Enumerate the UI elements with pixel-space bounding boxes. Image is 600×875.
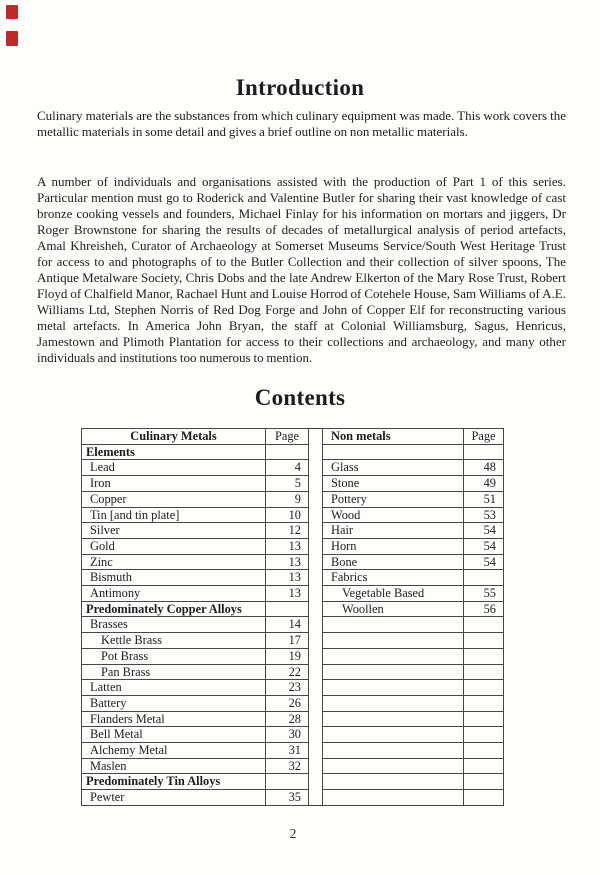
toc-left-page: 13 [266, 554, 309, 570]
table-row [82, 695, 504, 711]
toc-right-page: 54 [464, 538, 504, 554]
introduction-title: Introduction [235, 75, 365, 100]
header-page-left: Page [266, 429, 309, 445]
contents-header-row [82, 429, 504, 445]
toc-left-label: Zinc [82, 554, 266, 570]
spacer-cell [309, 617, 323, 633]
table-row [82, 538, 504, 554]
spacer-cell [309, 476, 323, 492]
header-culinary-metals: Culinary Metals [82, 429, 266, 445]
toc-left-page: 22 [266, 664, 309, 680]
contents-table [81, 428, 504, 806]
toc-right-label: Pottery [323, 491, 464, 507]
toc-left-label: Tin [and tin plate] [82, 507, 266, 523]
spacer-cell [309, 460, 323, 476]
toc-left-page: 13 [266, 570, 309, 586]
toc-left-label: Predominately Copper Alloys [82, 601, 266, 617]
toc-right-page: 54 [464, 554, 504, 570]
contents-title: Contents [254, 385, 346, 410]
toc-right-page [464, 664, 504, 680]
toc-left-page: 23 [266, 680, 309, 696]
toc-right-page [464, 758, 504, 774]
toc-left-label: Maslen [82, 758, 266, 774]
toc-left-page [266, 601, 309, 617]
table-row [82, 648, 504, 664]
table-row [82, 617, 504, 633]
table-row [82, 790, 504, 806]
spacer-cell [309, 680, 323, 696]
toc-left-page: 30 [266, 727, 309, 743]
toc-right-label: Stone [323, 476, 464, 492]
spacer-cell [309, 601, 323, 617]
toc-left-label: Bell Metal [82, 727, 266, 743]
toc-right-label [323, 633, 464, 649]
toc-right-page: 51 [464, 491, 504, 507]
toc-right-label [323, 680, 464, 696]
toc-right-label: Vegetable Based [323, 586, 464, 602]
toc-left-page: 32 [266, 758, 309, 774]
red-ink-mark [6, 31, 18, 46]
spacer-cell [309, 695, 323, 711]
table-row [82, 758, 504, 774]
toc-right-label: Woollen [323, 601, 464, 617]
spacer-cell [309, 523, 323, 539]
table-row [82, 774, 504, 790]
toc-left-page: 13 [266, 586, 309, 602]
toc-left-page: 14 [266, 617, 309, 633]
toc-right-page [464, 444, 504, 460]
toc-left-label: Antimony [82, 586, 266, 602]
toc-right-label [323, 774, 464, 790]
spacer-cell [309, 790, 323, 806]
toc-right-page [464, 743, 504, 759]
toc-left-label: Pewter [82, 790, 266, 806]
toc-left-page: 35 [266, 790, 309, 806]
table-row [82, 727, 504, 743]
toc-right-label [323, 711, 464, 727]
spacer-cell [309, 727, 323, 743]
toc-right-page [464, 774, 504, 790]
spacer-cell [309, 711, 323, 727]
toc-right-label [323, 758, 464, 774]
header-non-metals: Non metals [323, 429, 464, 445]
spacer-cell [309, 554, 323, 570]
toc-right-page [464, 617, 504, 633]
toc-left-page: 4 [266, 460, 309, 476]
toc-right-page [464, 680, 504, 696]
toc-right-page [464, 648, 504, 664]
toc-right-page [464, 727, 504, 743]
spacer-cell [309, 507, 323, 523]
spacer-cell [309, 664, 323, 680]
spacer-cell [309, 586, 323, 602]
toc-left-label: Silver [82, 523, 266, 539]
toc-right-label: Wood [323, 507, 464, 523]
spacer-cell [309, 570, 323, 586]
toc-left-page: 9 [266, 491, 309, 507]
table-row [82, 743, 504, 759]
toc-right-page: 54 [464, 523, 504, 539]
toc-left-page: 5 [266, 476, 309, 492]
table-row [82, 570, 504, 586]
intro-paragraph-1: Culinary materials are the substances from which culinary equipment was made. This work covers the metallic materials in some detail and gives a brief outline on non metallic materials. [37, 108, 566, 139]
toc-left-page: 17 [266, 633, 309, 649]
toc-left-page [266, 774, 309, 790]
spacer-cell [309, 538, 323, 554]
table-row [82, 711, 504, 727]
table-row [82, 601, 504, 617]
toc-right-page: 55 [464, 586, 504, 602]
toc-right-page [464, 570, 504, 586]
table-row [82, 507, 504, 523]
toc-left-label: Predominately Tin Alloys [82, 774, 266, 790]
toc-left-page: 12 [266, 523, 309, 539]
table-row [82, 523, 504, 539]
toc-left-label: Latten [82, 680, 266, 696]
red-ink-mark [6, 5, 18, 19]
page-number: 2 [289, 826, 297, 841]
toc-right-label [323, 695, 464, 711]
toc-left-label: Flanders Metal [82, 711, 266, 727]
toc-left-label: Kettle Brass [82, 633, 266, 649]
table-row [82, 554, 504, 570]
spacer-cell [309, 491, 323, 507]
toc-left-page [266, 444, 309, 460]
toc-left-page: 26 [266, 695, 309, 711]
toc-left-page: 10 [266, 507, 309, 523]
spacer-cell [309, 743, 323, 759]
toc-left-label: Lead [82, 460, 266, 476]
spacer-column [309, 429, 323, 445]
table-row [82, 491, 504, 507]
toc-right-page [464, 633, 504, 649]
spacer-cell [309, 648, 323, 664]
toc-right-page: 53 [464, 507, 504, 523]
toc-left-label: Bismuth [82, 570, 266, 586]
toc-right-label: Glass [323, 460, 464, 476]
toc-right-label: Bone [323, 554, 464, 570]
spacer-cell [309, 444, 323, 460]
contents-table-body [82, 444, 504, 805]
spacer-cell [309, 774, 323, 790]
toc-left-label: Copper [82, 491, 266, 507]
toc-right-page [464, 695, 504, 711]
toc-left-page: 19 [266, 648, 309, 664]
intro-paragraph-2: A number of individuals and organisations assisted with the production of Part 1 of this series. Particular mention must go to Roderick and Valentine Butler for sharing their vast knowledge of cast bronze cooking vessels and founders, Michael Finlay for his information on mortars and jiggers, Dr Roger Brownstone for sharing the results of decades of metallurgical analysis of period artefacts, Amal Khreisheh, Curator of Archaeology at Somerset Museums Service/South West Heritage Trust for access to and photographs of to the Butler Collection and their collection of silver spoons, The Antique Metalware Society, Chris Dobs and the late Andrew Elkerton of the Mary Rose Trust, Robert Floyd of Chalfield Manor, Rachael Hunt and Louise Horrod of Cotehele House, Sam Williams of A.E. Williams Ltd, Stephen Norris of Red Dog Forge and John of Copper Elf for reconstructing various metal artefacts. In America John Bryan, the staff at Colonial Williamsburg, Sagus, Henricus, Jamestown and Plimoth Plantation for access to their collections and archaeology, and many other individuals and institutions too numerous to mention. [37, 174, 566, 365]
toc-right-label [323, 444, 464, 460]
toc-left-label: Gold [82, 538, 266, 554]
toc-left-label: Iron [82, 476, 266, 492]
toc-left-label: Battery [82, 695, 266, 711]
toc-right-page: 56 [464, 601, 504, 617]
header-page-right: Page [464, 429, 504, 445]
toc-left-label: Brasses [82, 617, 266, 633]
table-row [82, 460, 504, 476]
toc-right-label: Horn [323, 538, 464, 554]
toc-left-page: 31 [266, 743, 309, 759]
toc-right-label: Hair [323, 523, 464, 539]
table-row [82, 633, 504, 649]
toc-right-label [323, 743, 464, 759]
toc-right-page: 49 [464, 476, 504, 492]
toc-right-label [323, 664, 464, 680]
toc-left-page: 13 [266, 538, 309, 554]
toc-right-label [323, 617, 464, 633]
toc-right-label [323, 790, 464, 806]
toc-right-label [323, 727, 464, 743]
toc-left-page: 28 [266, 711, 309, 727]
toc-right-page [464, 711, 504, 727]
toc-left-label: Pan Brass [82, 664, 266, 680]
toc-left-label: Elements [82, 444, 266, 460]
table-row [82, 664, 504, 680]
table-row [82, 444, 504, 460]
toc-right-label: Fabrics [323, 570, 464, 586]
toc-left-label: Pot Brass [82, 648, 266, 664]
toc-right-page: 48 [464, 460, 504, 476]
toc-right-page [464, 790, 504, 806]
table-row [82, 680, 504, 696]
table-row [82, 586, 504, 602]
toc-right-label [323, 648, 464, 664]
toc-left-label: Alchemy Metal [82, 743, 266, 759]
spacer-cell [309, 633, 323, 649]
table-row [82, 476, 504, 492]
spacer-cell [309, 758, 323, 774]
